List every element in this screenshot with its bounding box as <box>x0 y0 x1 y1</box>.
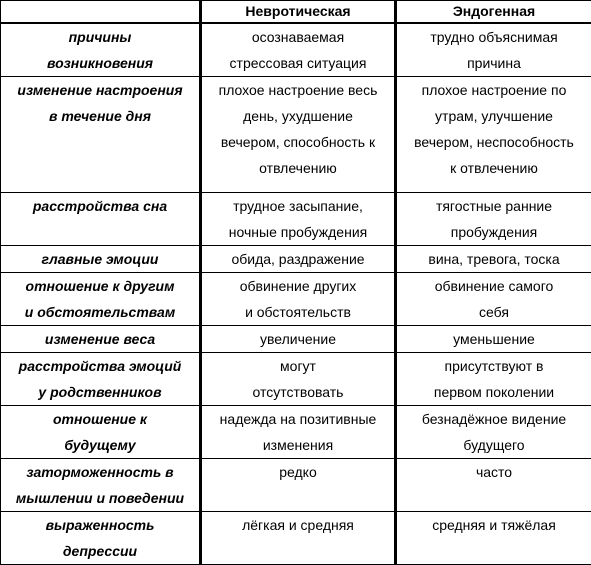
neurotic-cell-line: ночные пробуждения <box>204 219 392 245</box>
neurotic-cell <box>201 273 396 326</box>
table-row <box>1 193 591 246</box>
neurotic-cell-line: и обстоятельств <box>204 299 392 325</box>
endogenous-cell <box>396 77 591 193</box>
neurotic-cell-line: трудное засыпание, <box>204 193 392 219</box>
neurotic-cell-line: надежда на позитивные <box>204 406 392 432</box>
neurotic-cell-line: изменения <box>204 432 392 458</box>
endogenous-cell-line: часто <box>399 459 589 485</box>
header-neurotic: Невротическая <box>201 1 396 24</box>
neurotic-cell <box>201 23 396 77</box>
neurotic-cell <box>201 512 396 565</box>
table-row <box>1 246 591 273</box>
feature-cell-line: заторможенность в <box>3 459 197 485</box>
neurotic-cell-line: могут <box>204 353 392 379</box>
neurotic-cell-line: отсутствовать <box>204 379 392 405</box>
feature-cell <box>1 193 201 246</box>
neurotic-cell <box>201 326 396 353</box>
neurotic-cell-line: стрессовая ситуация <box>204 50 392 76</box>
table-row <box>1 353 591 406</box>
feature-cell <box>1 326 201 353</box>
feature-cell-line: изменение настроения <box>3 77 197 103</box>
endogenous-cell-line: пробуждения <box>399 219 589 245</box>
endogenous-cell-line: вина, тревога, тоска <box>399 246 589 272</box>
endogenous-cell-line: к отвлечению <box>399 155 589 181</box>
header-row <box>1 1 591 24</box>
endogenous-cell <box>396 193 591 246</box>
endogenous-cell-line: средняя и тяжёлая <box>399 512 589 538</box>
endogenous-cell-line: будущего <box>399 432 589 458</box>
feature-cell-line: выраженность <box>3 512 197 538</box>
neurotic-cell-line: обида, раздражение <box>204 246 392 272</box>
endogenous-cell-line: утрам, улучшение <box>399 103 589 129</box>
endogenous-cell <box>396 326 591 353</box>
feature-cell-line: отношение к другим <box>3 273 197 299</box>
endogenous-cell-line: трудно объяснимая <box>399 24 589 50</box>
neurotic-cell <box>201 246 396 273</box>
feature-cell-line: возникновения <box>3 50 197 76</box>
neurotic-cell <box>201 193 396 246</box>
endogenous-cell-line: причина <box>399 50 589 76</box>
feature-cell <box>1 23 201 77</box>
feature-cell-line: у родственников <box>3 379 197 405</box>
header-empty-cell <box>1 1 201 24</box>
table-body <box>1 23 591 565</box>
feature-cell-line: расстройства эмоций <box>3 353 197 379</box>
feature-cell <box>1 77 201 193</box>
endogenous-cell-line: уменьшение <box>399 326 589 352</box>
table-row <box>1 459 591 512</box>
feature-cell-line: мышлении и поведении <box>3 485 197 511</box>
table-row <box>1 273 591 326</box>
neurotic-cell <box>201 406 396 459</box>
feature-cell <box>1 353 201 406</box>
neurotic-cell-line: обвинение других <box>204 273 392 299</box>
endogenous-cell-line: тягостные ранние <box>399 193 589 219</box>
endogenous-cell <box>396 459 591 512</box>
neurotic-cell-line: лёгкая и средняя <box>204 512 392 538</box>
table-row <box>1 23 591 77</box>
feature-cell-line: изменение веса <box>3 326 197 352</box>
feature-cell <box>1 246 201 273</box>
endogenous-cell-line: себя <box>399 299 589 325</box>
feature-cell-line: главные эмоции <box>3 246 197 272</box>
neurotic-cell-line: осознаваемая <box>204 24 392 50</box>
feature-cell-line: расстройства сна <box>3 193 197 219</box>
feature-cell-line: причины <box>3 24 197 50</box>
neurotic-cell <box>201 459 396 512</box>
endogenous-cell <box>396 512 591 565</box>
endogenous-cell <box>396 273 591 326</box>
feature-cell <box>1 459 201 512</box>
table-row <box>1 512 591 565</box>
feature-cell <box>1 406 201 459</box>
feature-cell-line: в течение дня <box>3 103 197 129</box>
table-row <box>1 77 591 193</box>
endogenous-cell-line: присутствуют в <box>399 353 589 379</box>
endogenous-cell-line: обвинение самого <box>399 273 589 299</box>
neurotic-cell <box>201 353 396 406</box>
endogenous-cell-line: плохое настроение по <box>399 77 589 103</box>
neurotic-cell-line: увеличение <box>204 326 392 352</box>
neurotic-cell-line: день, ухудшение <box>204 103 392 129</box>
feature-cell-line: и обстоятельствам <box>3 299 197 325</box>
endogenous-cell <box>396 23 591 77</box>
neurotic-cell-line: вечером, способность к <box>204 129 392 155</box>
feature-cell-line: депрессии <box>3 538 197 564</box>
feature-cell <box>1 273 201 326</box>
neurotic-cell-line: редко <box>204 459 392 485</box>
endogenous-cell-line: вечером, неспособность <box>399 129 589 155</box>
neurotic-cell <box>201 77 396 193</box>
feature-cell-line: будущему <box>3 432 197 458</box>
table-row <box>1 326 591 353</box>
table-row <box>1 406 591 459</box>
endogenous-cell <box>396 246 591 273</box>
endogenous-cell-line: первом поколении <box>399 379 589 405</box>
endogenous-cell <box>396 406 591 459</box>
endogenous-cell-line: безнадёжное видение <box>399 406 589 432</box>
header-endogenous: Эндогенная <box>396 1 591 24</box>
neurotic-cell-line: отвлечению <box>204 155 392 181</box>
neurotic-cell-line: плохое настроение весь <box>204 77 392 103</box>
feature-cell <box>1 512 201 565</box>
endogenous-cell <box>396 353 591 406</box>
feature-cell-line: отношение к <box>3 406 197 432</box>
